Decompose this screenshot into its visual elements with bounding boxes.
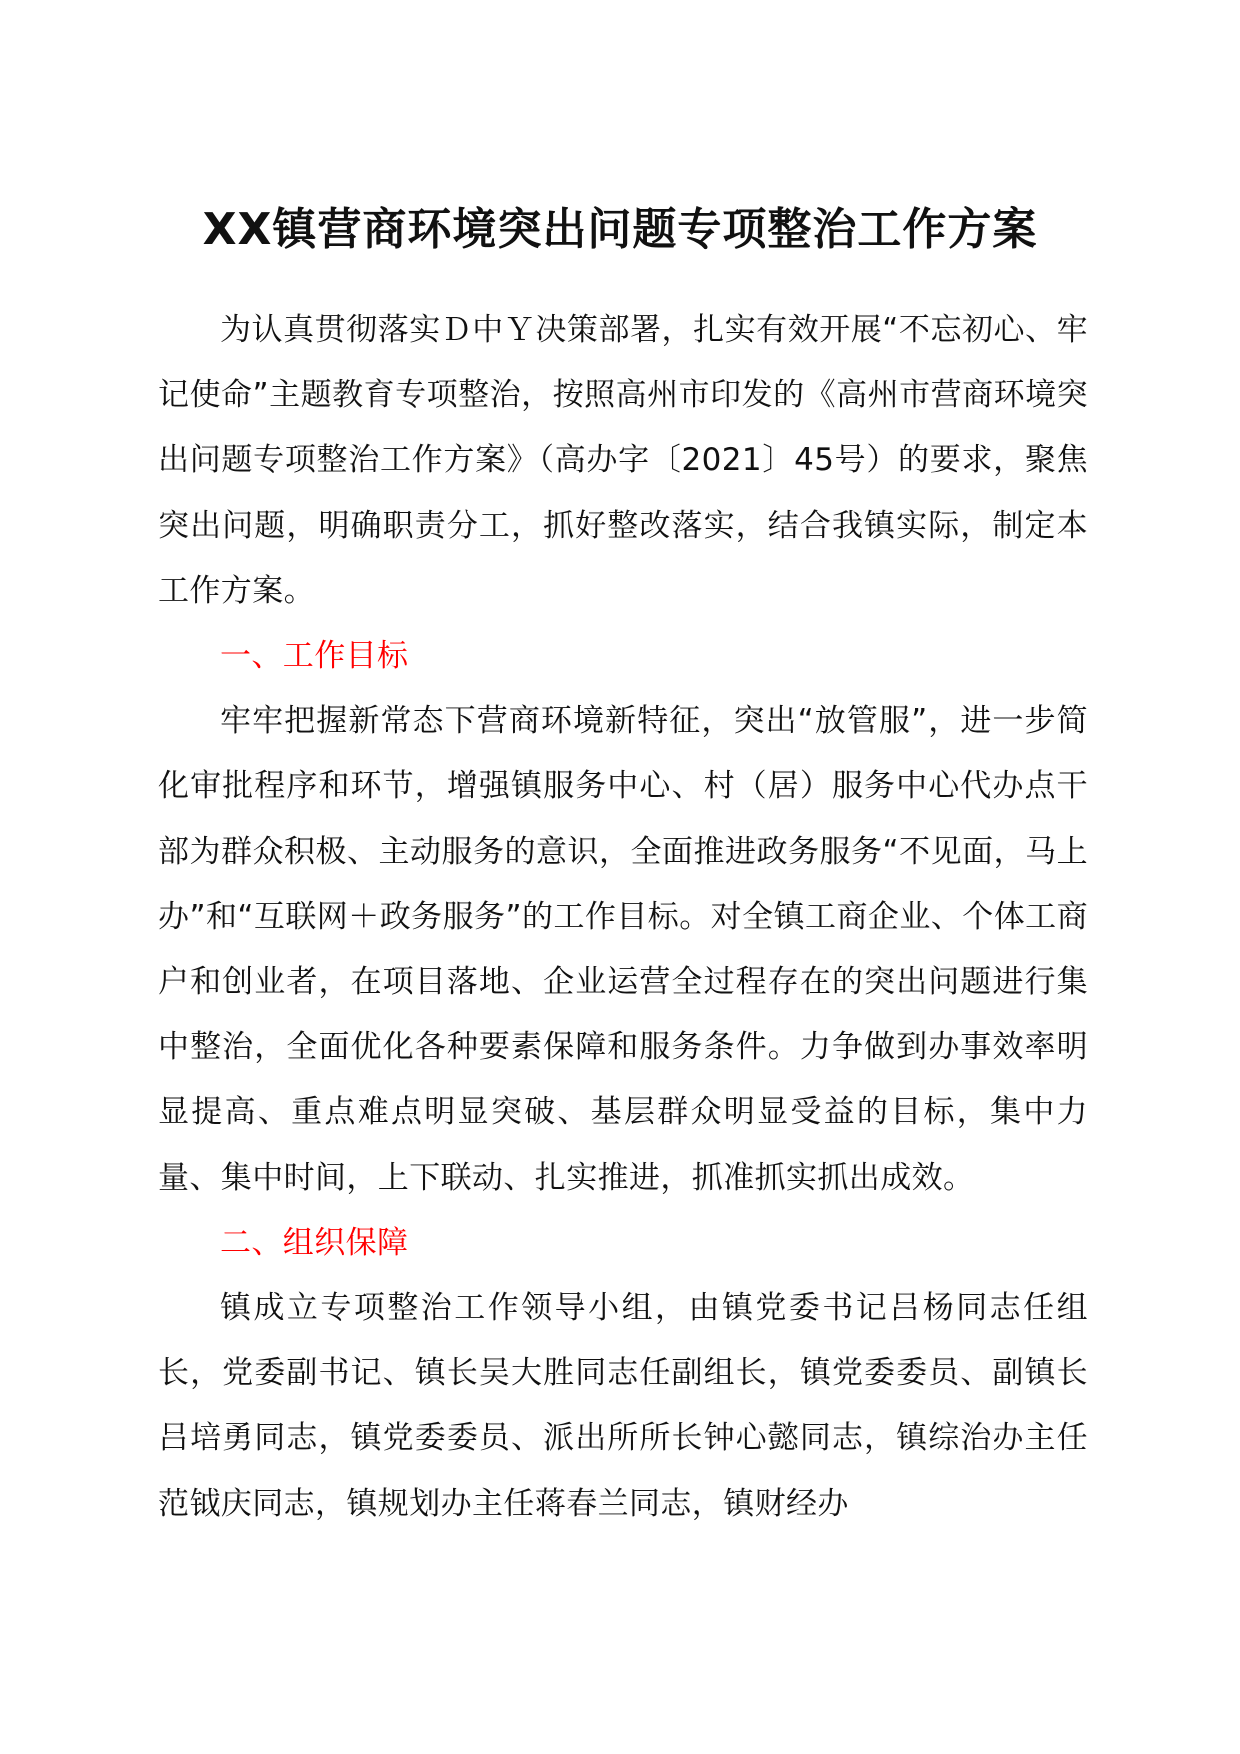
section-heading-work-goal: 一、工作目标 (220, 638, 409, 675)
intro-paragraph: 为认真贯彻落实Ｄ中Ｙ决策部署，扎实有效开展“不忘初心、牢记使命”主题教育专项整治，按照高州市印发的《高州市营商环境突出问题专项整治工作方案》（高办字〔2021〕45号）的要求，聚焦突出问题，明确职责分工，抓好整改落实，结合我镇实际，制定本工作方案。 (158, 312, 1088, 609)
document-title: XX镇营商环境突出问题专项整治工作方案 (202, 204, 1038, 255)
work-goal-paragraph: 牢牢把握新常态下营商环境新特征，突出“放管服”，进一步简化审批程序和环节，增强镇服务中心、村（居）服务中心代办点干部为群众积极、主动服务的意识，全面推进政务服务“不见面，马上办”和“互联网＋政务服务”的工作目标。对全镇工商企业、个体工商户和创业者，在项目落地、企业运营全过程存在的突出问题进行集中整治，全面优化各种要素保障和服务条件。力争做到办事效率明显提高、重点难点明显突破、基层群众明显受益的目标，集中力量、集中时间，上下联动、扎实推进，抓准抓实抓出成效。 (158, 703, 1088, 1196)
document-body (158, 298, 1088, 1537)
section-heading-organization: 二、组织保障 (220, 1224, 409, 1261)
organization-paragraph: 镇成立专项整治工作领导小组，由镇党委书记吕杨同志任组长，党委副书记、镇长吴大胜同志任副组长，镇党委委员、副镇长吕培勇同志，镇党委委员、派出所所长钟心懿同志，镇综治办主任范钺庆同志，镇规划办主任蒋春兰同志，镇财经办 (158, 1290, 1088, 1522)
